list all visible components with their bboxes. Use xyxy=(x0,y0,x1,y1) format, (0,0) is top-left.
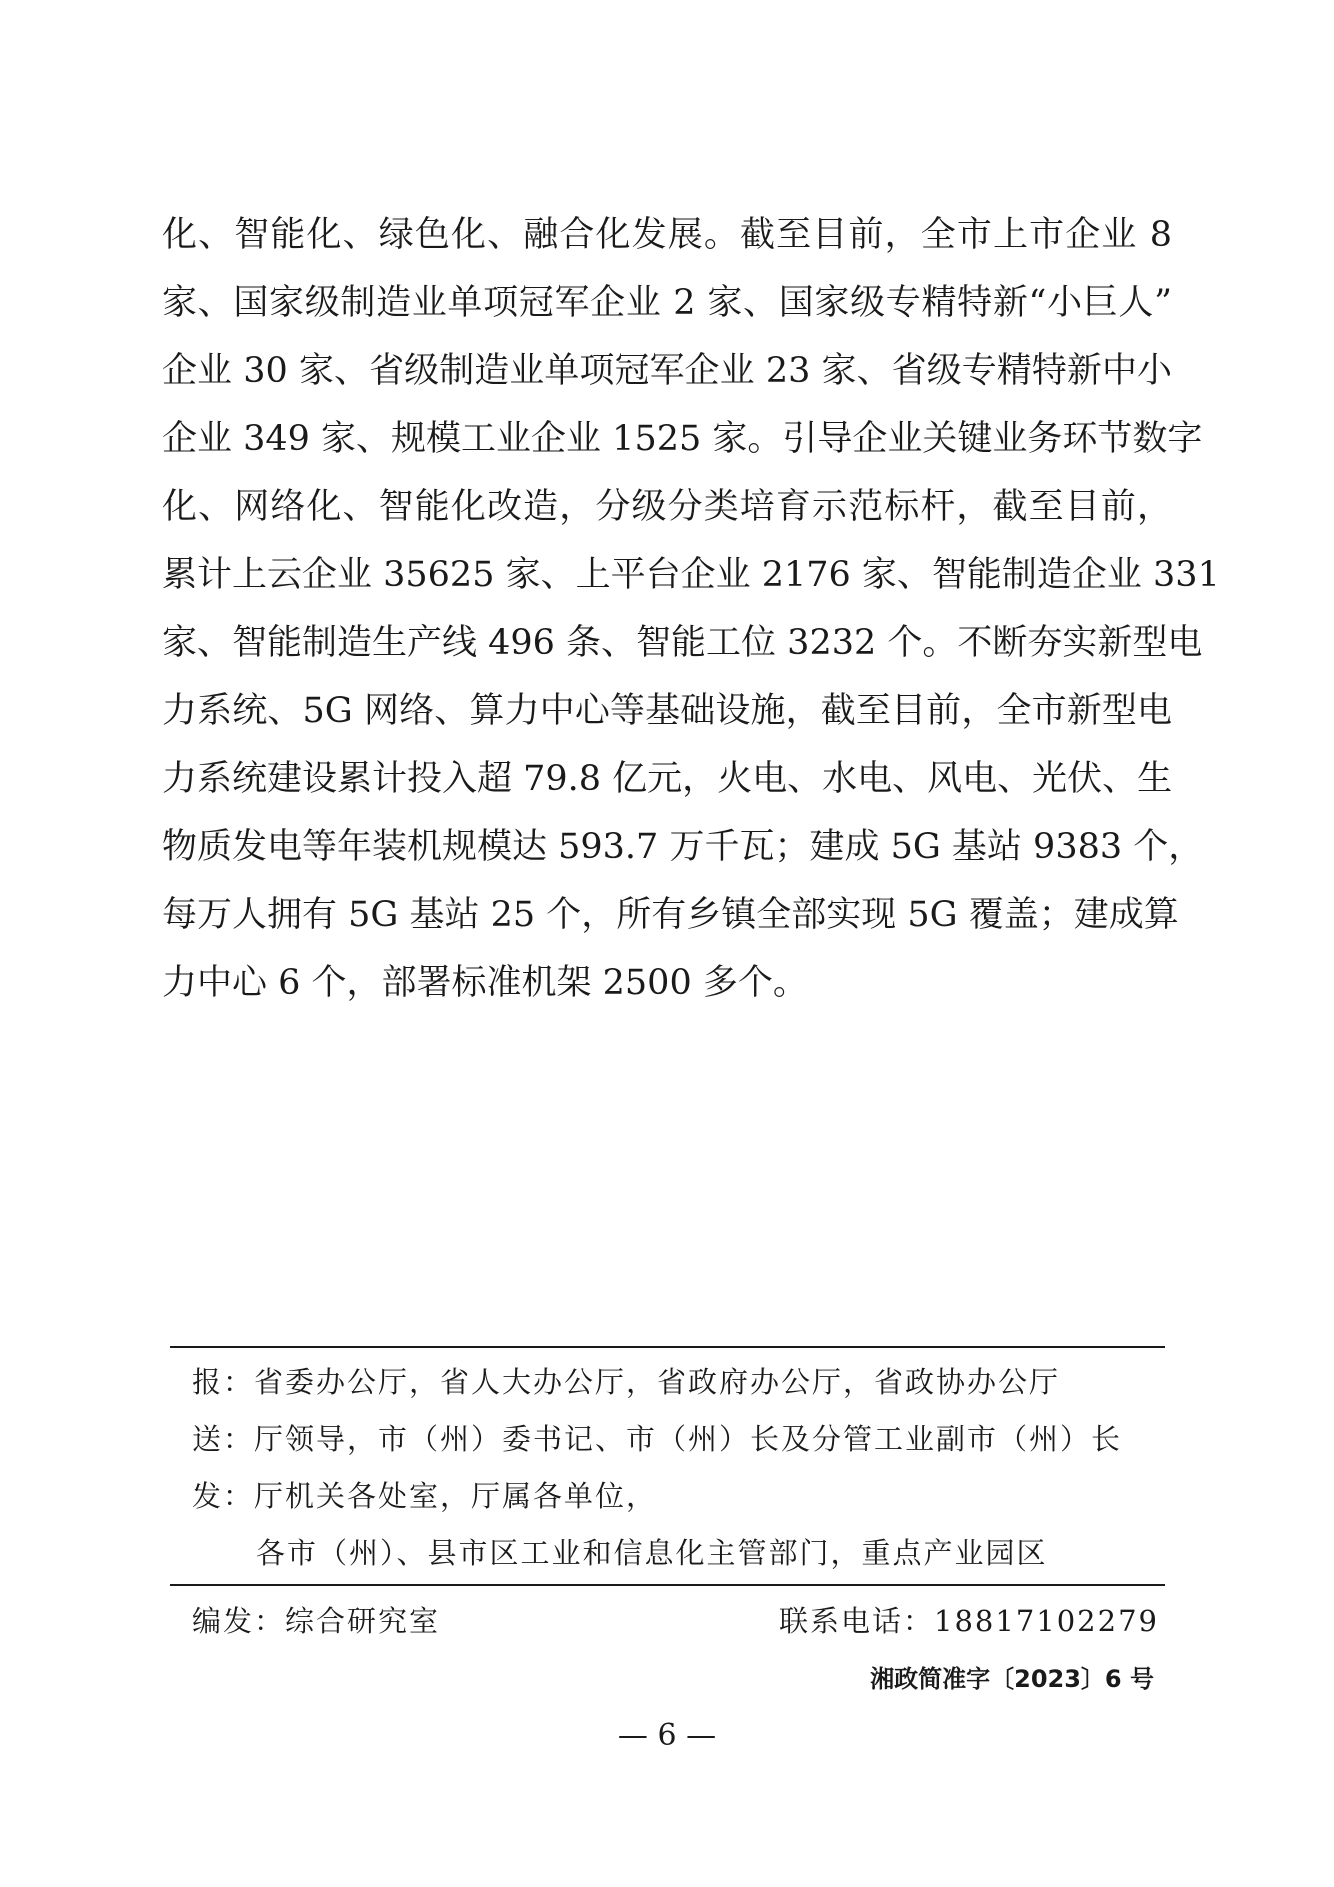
issue-line xyxy=(192,1478,657,1514)
report-label: 报： xyxy=(192,1365,255,1399)
report-text: 省委办公厅，省人大办公厅，省政府办公厅，省政协办公厅 xyxy=(254,1365,1061,1399)
body-line: 力中心 6 个，部署标准机架 2500 多个。 xyxy=(162,963,808,1003)
send-label: 送： xyxy=(192,1422,255,1456)
body-line: 力系统建设累计投入超 79.8 亿元，火电、水电、风电、光伏、生 xyxy=(162,759,1173,799)
distribution-top-rule xyxy=(170,1346,1165,1348)
page-number: — 6 — xyxy=(617,1718,717,1753)
body-line: 家、国家级制造业单项冠军企业 2 家、国家级专精特新“小巨人” xyxy=(162,283,1172,323)
send-line xyxy=(192,1421,1122,1457)
body-line: 家、智能制造生产线 496 条、智能工位 3232 个。不断夯实新型电 xyxy=(162,623,1203,663)
compiled-by: 编发：综合研究室 xyxy=(192,1604,441,1638)
issue-text-continued: 各市（州）、县市区工业和信息化主管部门，重点产业园区 xyxy=(256,1536,1048,1570)
send-text: 厅领导，市（州）委书记、市（州）长及分管工业副市（州）长 xyxy=(254,1422,1123,1456)
body-line: 企业 349 家、规模工业企业 1525 家。引导企业关键业务环节数字 xyxy=(162,419,1203,459)
body-line: 化、网络化、智能化改造，分级分类培育示范标杆，截至目前， xyxy=(162,487,1172,527)
issue-line-continued xyxy=(256,1535,1048,1571)
issue-text: 厅机关各处室，厅属各单位， xyxy=(254,1479,658,1513)
body-line: 物质发电等年装机规模达 593.7 万千瓦；建成 5G 基站 9383 个， xyxy=(162,827,1204,867)
body-line: 化、智能化、绿色化、融合化发展。截至目前，全市上市企业 8 xyxy=(162,215,1172,255)
distribution-bottom-rule xyxy=(170,1584,1165,1586)
contact-phone: 联系电话：18817102279 xyxy=(779,1604,1159,1638)
body-line: 累计上云企业 35625 家、上平台企业 2176 家、智能制造企业 331 xyxy=(162,555,1220,595)
document-number: 湘政简准字〔2023〕6 号 xyxy=(870,1665,1154,1693)
body-line: 每万人拥有 5G 基站 25 个，所有乡镇全部实现 5G 覆盖；建成算 xyxy=(162,895,1179,935)
body-line: 企业 30 家、省级制造业单项冠军企业 23 家、省级专精特新中小 xyxy=(162,351,1172,391)
report-line xyxy=(192,1364,1060,1400)
body-line: 力系统、5G 网络、算力中心等基础设施，截至目前，全市新型电 xyxy=(162,691,1172,731)
issue-label: 发： xyxy=(192,1479,255,1513)
